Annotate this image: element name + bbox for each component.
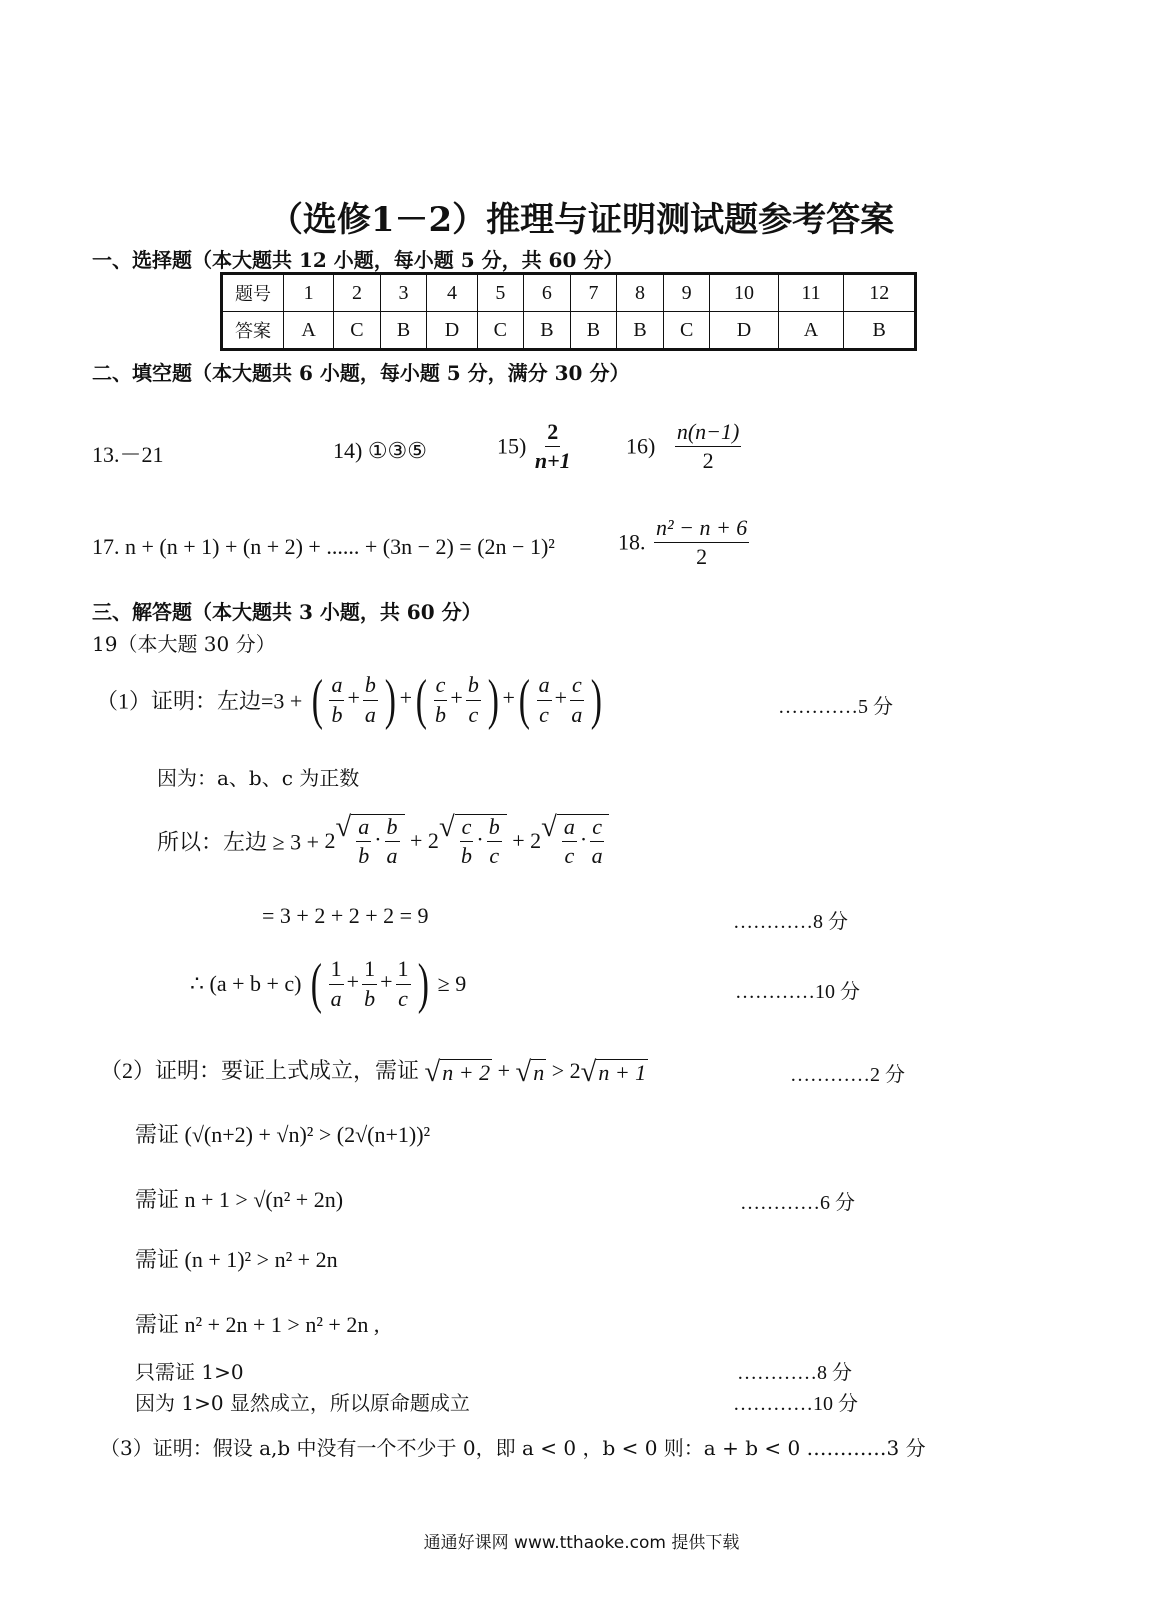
answer-cell: B xyxy=(570,312,617,350)
proof2-score-2: …………2 分 xyxy=(790,1064,905,1086)
answer-16 xyxy=(626,420,744,473)
answer-cell: B xyxy=(380,312,427,350)
answer-15-numerator: 2 xyxy=(545,420,560,447)
row-label-question: 题号 xyxy=(222,274,284,312)
answer-cell: B xyxy=(617,312,664,350)
proof2-step5: 需证 n² + 2n + 1 > n² + 2n , xyxy=(135,1312,380,1337)
answer-cell: B xyxy=(844,312,916,350)
answer-18-numerator: n² − n + 6 xyxy=(654,516,749,543)
proof2-step6: 只需证 1>0 xyxy=(135,1360,244,1384)
answer-cell: D xyxy=(427,312,477,350)
table-row-answers xyxy=(222,312,916,350)
proof1-equality: = 3 + 2 + 2 + 2 = 9 xyxy=(262,903,429,928)
proof2-step7: 因为 1>0 显然成立，所以原命题成立 xyxy=(135,1391,470,1415)
proof2-step3: 需证 n + 1 > √(n² + 2n) xyxy=(135,1187,344,1212)
proof1-score-8: …………8 分 xyxy=(733,911,848,933)
answer-15-label: 15) xyxy=(497,433,527,459)
question-number-cell: 6 xyxy=(524,274,571,312)
answer-16-numerator: n(n−1) xyxy=(675,420,742,447)
answer-table xyxy=(220,272,917,351)
answer-15 xyxy=(497,420,574,473)
proof1-conclusion-lead: ∴ (a + b + c) xyxy=(190,971,302,996)
question-number-cell: 12 xyxy=(844,274,916,312)
proof2-lead-text: （2）证明：要证上式成立，需证 xyxy=(100,1058,420,1083)
left-paren: ( xyxy=(311,669,323,731)
footer-source: 通通好课网 www.tthaoke.com 提供下载 xyxy=(423,1533,740,1553)
proof2-score-10: …………10 分 xyxy=(733,1393,858,1415)
question-number-cell: 4 xyxy=(427,274,477,312)
question-number-cell: 2 xyxy=(334,274,381,312)
question-19-label: 19（本大题 30 分） xyxy=(92,632,276,656)
question-number-cell: 9 xyxy=(663,274,710,312)
section2-heading: 二、填空题（本大题共 6 小题，每小题 5 分，满分 30 分） xyxy=(92,361,630,385)
table-row-numbers xyxy=(222,274,916,312)
proof1-score-5: …………5 分 xyxy=(778,696,893,718)
proof1-score-10: …………10 分 xyxy=(735,981,860,1003)
question-number-cell: 11 xyxy=(778,274,844,312)
proof2-step4: 需证 (n + 1)² > n² + 2n xyxy=(135,1247,338,1272)
question-number-cell: 3 xyxy=(380,274,427,312)
proof2-lead: （2）证明：要证上式成立，需证 √ n + 2 + √ n > 2 √ n + 1 xyxy=(100,1056,647,1088)
question-number-cell: 5 xyxy=(477,274,524,312)
answer-16-denominator: 2 xyxy=(702,448,714,474)
answer-15-denominator: n+1 xyxy=(534,448,571,474)
proof2-step2: 需证 (√(n+2) + √n)² > (2√(n+1))² xyxy=(135,1122,431,1147)
question-number-cell: 7 xyxy=(570,274,617,312)
proof1-because: 因为：a、b、c 为正数 xyxy=(157,766,360,790)
answer-cell: A xyxy=(778,312,844,350)
answer-cell: A xyxy=(284,312,334,350)
answer-14: 14) ①③⑤ xyxy=(333,438,427,463)
answer-cell: C xyxy=(663,312,710,350)
proof1-left-side: （1）证明：左边=3 + ( $\frac{a}{b}$ + $\frac{b}{a}$ ) +( $\frac{c}{b}$ + $\frac{b}{c}$ ) +( $\frac{a}{c}$ + $\frac{c}{a}$ ) xyxy=(96,669,602,731)
answer-cell: C xyxy=(334,312,381,350)
proof1-conclusion: ∴ (a + b + c) ( $\frac{1}{a}$ + $\frac{1}{b}$ + $\frac{1}{c}$ ) ≥ 9 xyxy=(190,953,467,1015)
question-number-cell: 8 xyxy=(617,274,664,312)
question-number-cell: 1 xyxy=(284,274,334,312)
section1-heading: 一、选择题（本大题共 12 小题，每小题 5 分，共 60 分） xyxy=(92,248,624,272)
section3-heading: 三、解答题（本大题共 3 小题，共 60 分） xyxy=(92,600,482,624)
answer-cell: D xyxy=(710,312,778,350)
answer-17: 17. n + (n + 1) + (n + 2) + ...... + (3n − 2) = (2n − 1)² xyxy=(92,534,555,559)
proof1-inequality: 所以：左边 ≥ 3 + 2 √ $\frac{a}{b}$ · $\frac{b}{a}$ + 2 √ $\frac{c}{b}$ · $\frac{b}{c}$ + 2 √ $\frac{a}{c}$ · $\frac{c}{a}$ xyxy=(157,814,609,868)
right-paren: ) xyxy=(384,669,396,731)
proof1-lead: （1）证明：左边=3 + xyxy=(96,688,303,714)
proof3-line: （3）证明：假设 a,b 中没有一个不少于 0，即 a < 0 ，b < 0 则：a + b < 0 …………3 分 xyxy=(100,1436,926,1460)
proof1-conclusion-tail: ≥ 9 xyxy=(437,971,467,996)
answer-16-label: 16) xyxy=(626,433,656,459)
proof2-score-8: …………8 分 xyxy=(737,1362,852,1384)
answer-cell: B xyxy=(524,312,571,350)
question-number-cell: 10 xyxy=(710,274,778,312)
proof1-so: 所以：左边 ≥ 3 + xyxy=(157,829,319,855)
answer-cell: C xyxy=(477,312,524,350)
answer-18-label: 18. xyxy=(618,529,646,555)
row-label-answer: 答案 xyxy=(222,312,284,350)
answer-13: 13.－21 xyxy=(92,442,164,467)
proof2-score-6: …………6 分 xyxy=(740,1192,855,1214)
answer-18-denominator: 2 xyxy=(696,544,708,570)
answer-18 xyxy=(618,516,752,569)
page-title: （选修1－2）推理与证明测试题参考答案 xyxy=(268,200,895,240)
